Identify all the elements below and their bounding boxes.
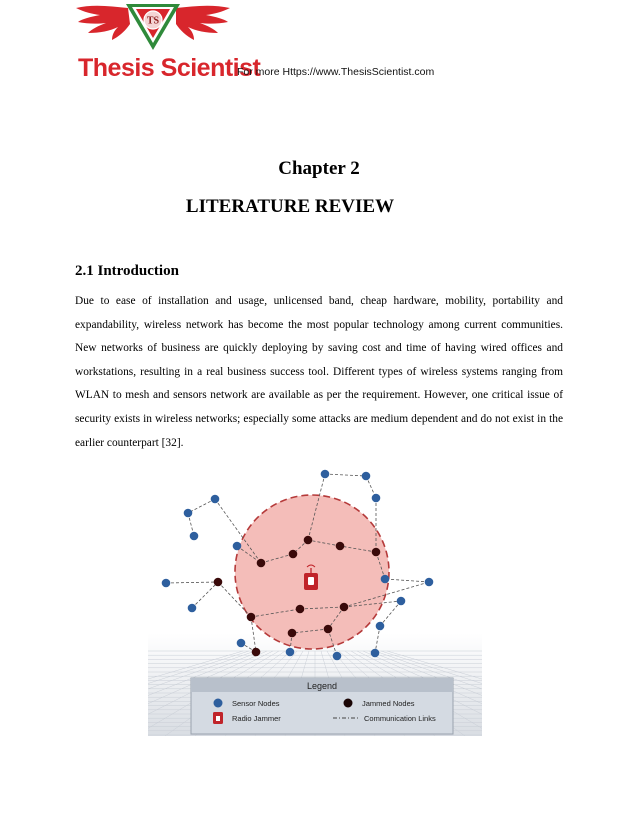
jammed-node (324, 625, 333, 634)
section-heading: 2.1 Introduction (75, 263, 179, 279)
legend-sensor-icon (214, 699, 223, 708)
sensor-node (162, 579, 171, 588)
chapter-number: Chapter 2 (278, 158, 360, 179)
chapter-title: LITERATURE REVIEW (185, 196, 395, 217)
sensor-node (376, 622, 385, 631)
legend-sensor-label: Sensor Nodes (232, 699, 280, 708)
jammed-node (372, 548, 381, 557)
jamming-network-figure (148, 466, 482, 736)
legend-jammed-icon (344, 699, 353, 708)
legend-title: Legend (306, 681, 338, 691)
header-website-link[interactable]: For more Https://www.ThesisScientist.com (237, 66, 435, 78)
network-diagram (148, 466, 482, 736)
jammed-node (247, 613, 256, 622)
sensor-node (333, 652, 342, 661)
legend (191, 678, 453, 734)
jammed-node (304, 536, 313, 545)
jammed-node (296, 605, 305, 614)
sensor-node (286, 648, 295, 657)
sensor-node (188, 604, 197, 613)
sensor-node (190, 532, 199, 541)
jammed-node (336, 542, 345, 551)
sensor-node (211, 495, 220, 504)
svg-text:TS: TS (146, 15, 160, 27)
legend-link-label: Communication Links (364, 714, 436, 723)
brand-name: Thesis Scientist (78, 54, 261, 82)
sensor-node (372, 494, 381, 503)
jammed-node (289, 550, 298, 559)
sensor-node (371, 649, 380, 658)
sensor-node (321, 470, 330, 479)
section-paragraph: Due to ease of installation and usage, unlicensed band, cheap hardware, mobility, portability and expandability, wireless network has become the most popular technology among current communities. New networks of business are quickly deploying by saving cost and time of having wired offices and workstations, resulting in a real business success tool. Different types of wireless systems ranging from WLAN to mesh and sensors network are available as per the requirement. However, one critical issue of security exists in wireless networks; especially some attacks are medium dependent and do not exist in the earlier counterpart [32]. (75, 295, 563, 449)
sensor-node (381, 575, 390, 584)
sensor-node (362, 472, 371, 481)
sensor-node (425, 578, 434, 587)
jammed-node (340, 603, 349, 612)
sensor-node (397, 597, 406, 606)
legend-jammed-label: Jammed Nodes (362, 699, 415, 708)
jammed-node (252, 648, 261, 657)
sensor-node (237, 639, 246, 648)
sensor-node (184, 509, 193, 518)
sensor-node (233, 542, 242, 551)
legend-jammer-label: Radio Jammer (232, 714, 281, 723)
jammed-node (257, 559, 266, 568)
jammed-node (288, 629, 297, 638)
jammed-node (214, 578, 223, 587)
jamming-zone (235, 495, 389, 649)
